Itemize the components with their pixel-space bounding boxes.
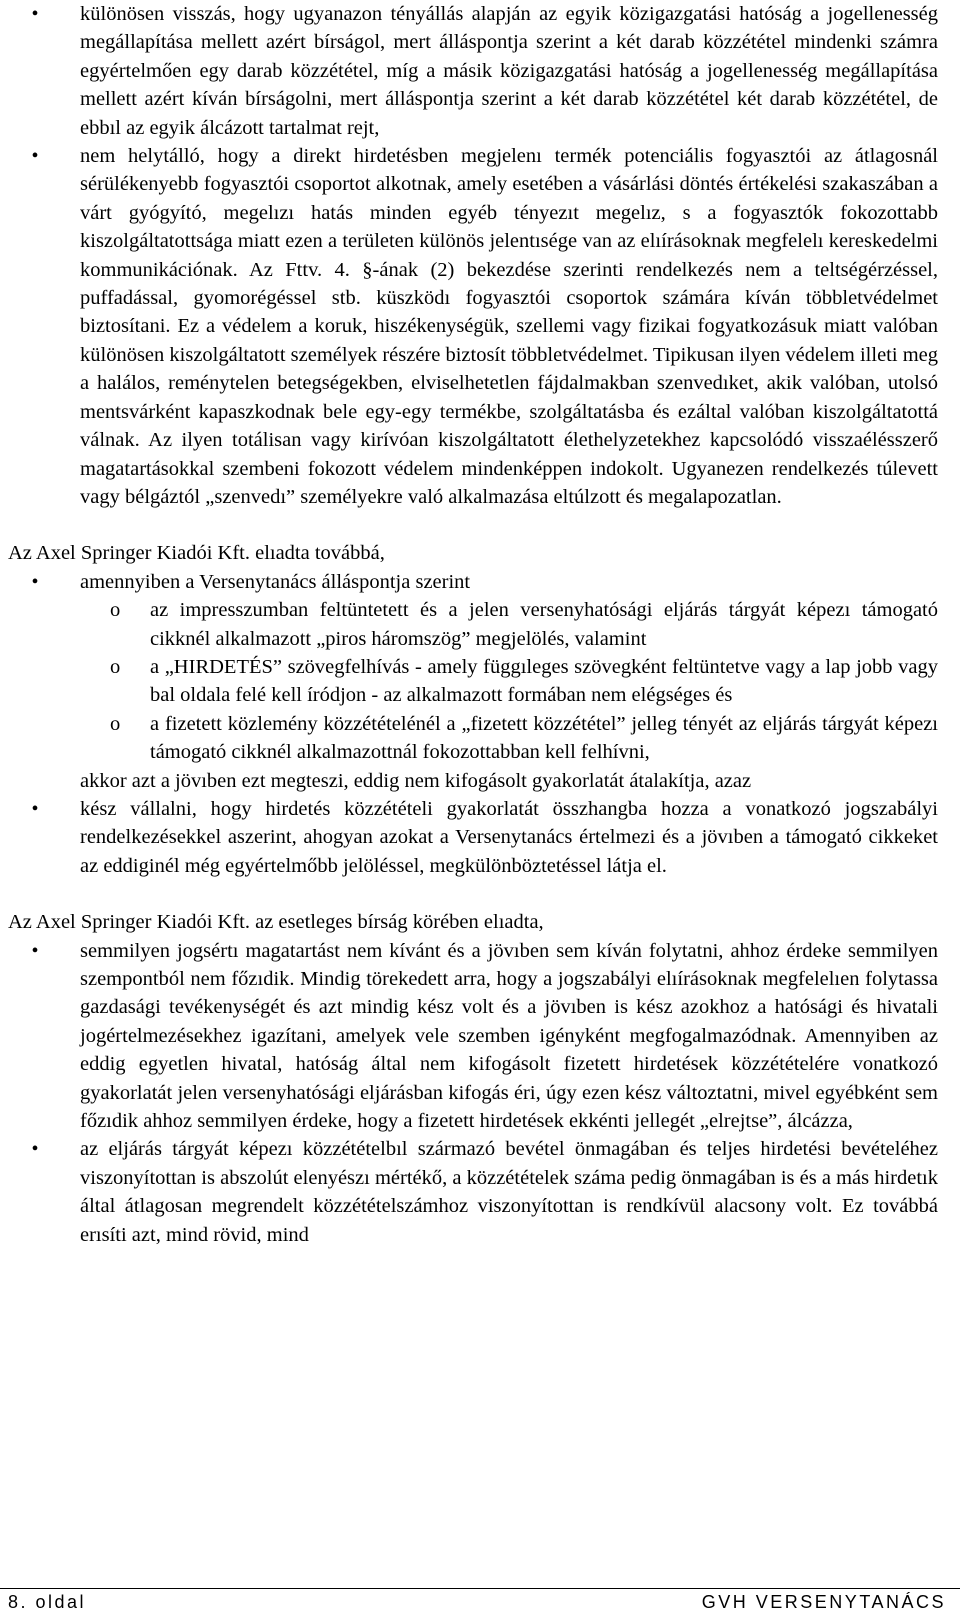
circle-bullet-icon: o xyxy=(110,712,121,735)
paragraph-intro: Az Axel Springer Kiadói Kft. elıadta továbbá, xyxy=(8,542,385,565)
section-3-bullets xyxy=(8,937,938,1249)
list-item xyxy=(8,0,938,142)
circle-bullet-icon: o xyxy=(110,599,121,622)
section-2-bullets-continued xyxy=(8,795,938,880)
bullet-text: nem helytálló, hogy a direkt hirdetésben megjelenı termék potenciális fogyasztói az átlagosnál sérülékenyebb fogyasztói csoportot alkotnak, amely esetében a vásárlási döntés értékelési szakaszában a várt gyógyító, megelızı hatás minden egyéb tényezıt megelız, s a fogyasztók fokozottabb kiszolgáltatottsága miatt ezen a területen különös jelentısége van az elıírásoknak megfelelı kereskedelmi kommunikációnak. Az Fttv. 4. §-ának (2) bekezdése szerinti rendelkezés nem a teltségérzéssel, puffadással, gyomorégéssel stb. küszködı fogyasztói csoportok számára kíván többletvédelmet biztosítani. Ez a védelem a koruk, hiszékenységük, szellemi vagy fizikai fogyatkozásuk miatt valóban különösen kiszolgáltatott személyek részére biztosít többletvédelmet. Tipikusan ilyen védelem illeti meg a halálos, reménytelen betegségekben, elviselhetetlen fájdalmakban szenvedıket, akik valóban, utolsó mentsvárként kapaszkodnak bele egy-egy termékbe, szolgáltatásba és ezáltal valóban kiszolgáltatottá válnak. Az ilyen totálisan vagy kirívóan kiszolgáltatott élethelyzetekhez kapcsolódó visszaélésszerő magatartásokkal szembeni fokozott védelem mindenképpen indokolt. Ugyanezen rendelkezés túlevett vagy bélgáztól „szenvedı” személyekre való alkalmazása eltúlzott és megalapozatlan. xyxy=(80,145,938,508)
bullet-text: kész vállalni, hogy hirdetés közzétételi gyakorlatát összhangba hozza a vonatkozó jogszabályi rendelkezésekkel aszerint, ahogyan azokat a Versenytanács értelmezi és a jövıben a támogató cikkeket az eddiginél még egyértelmőbb jelöléssel, megkülönböztetéssel látja el. xyxy=(80,797,938,877)
paragraph-spacer xyxy=(8,880,938,908)
sub-list-item xyxy=(8,653,938,710)
bullet-text: különösen visszás, hogy ugyanazon tényállás alapján az egyik közigazgatási hatóság a jogellenesség megállapítása mellett azért bírságol, mert álláspontja szerint a két darab közzététel mindenki számra egyértelmően egy darab közzététel, míg a másik közigazgatási hatóság a jogellenesség megállapítása mellett azért kíván bírságolni, mert álláspontja szerint a két darab közzététel két darab közzététel, de ebbıl az egyik álcázott tartalmat rejt, xyxy=(80,3,938,139)
bullet-icon: • xyxy=(31,145,39,168)
sub-item-text: a „HIRDETÉS” szövegfelhívás - amely függıleges szövegként feltüntetve vagy a lap jobb vagy bal oldala felé kell íródjon - az alkalmazott formában nem elégséges és xyxy=(150,655,938,707)
bullet-text: semmilyen jogsértı magatartást nem kívánt és a jövıben sem kíván folytatni, ahhoz érdeke semmilyen szempontból nem főzıdik. Mindig törekedett arra, hogy a jogszabályi elıírásoknak megfelelıen folytassa gazdasági tevékenységét és azt mindig kész volt és a jövıben is kész azokhoz a hatósági és hivatali jogértelmezésekhez igazítani, amelyek vele szemben igényként megfogalmazódnak. Amennyiben az eddig egyetlen hivatal, hatóság által nem kifogásolt fizetett hirdetések közzétételére vonatkozó gyakorlatát jelen versenyhatósági eljárásban kifogás éri, úgy ezen kész változtatni, mivel egyébként sem főzıdik ahhoz semmilyen érdeke, hogy a fizetett hirdetések ekkénti jellegét „elrejtse”, álcázza, xyxy=(80,939,938,1133)
list-item xyxy=(8,937,938,1136)
conclusion-text: akkor azt a jövıben ezt megteszi, eddig nem kifogásolt gyakorlatát átalakítja, azaz xyxy=(80,769,752,792)
bullet-icon: • xyxy=(31,570,39,593)
document-body xyxy=(8,0,938,1249)
bullet-icon: • xyxy=(31,797,39,820)
paragraph-intro: Az Axel Springer Kiadói Kft. az esetleges bírság körében elıadta, xyxy=(8,911,544,934)
sub-list-item xyxy=(8,596,938,653)
list-item xyxy=(8,795,938,880)
circle-bullet-icon: o xyxy=(110,655,121,678)
footer-divider xyxy=(0,1588,960,1589)
section-2-bullets xyxy=(8,568,938,596)
paragraph-spacer xyxy=(8,511,938,539)
bullet-text: az eljárás tárgyát képezı közzétételbıl származó bevétel önmagában és teljes hirdetési bevételéhez viszonyítottan is abszolút elenyészı mértékő, a közzétételek száma pedig önmagában is és a más hirdetık által átlagosan megrendelt közzétételszámhoz viszonyítottan is rendkívül alacsony volt. Ez továbbá erısíti azt, mind rövid, mind xyxy=(80,1138,938,1246)
sub-item-text: az impresszumban feltüntetett és a jelen versenyhatósági eljárás tárgyát képezı támogató cikknél alkalmazott „piros háromszög” megjelölés, valamint xyxy=(150,599,938,650)
list-item xyxy=(8,568,938,596)
sub-list xyxy=(8,596,938,766)
bullet-icon: • xyxy=(31,939,39,962)
footer-agency: GVH VERSENYTANÁCS xyxy=(701,1592,946,1612)
bullet-icon: • xyxy=(31,1138,39,1161)
bullet-text: amennyiben a Versenytanács álláspontja szerint xyxy=(80,570,471,593)
bullet-icon: • xyxy=(31,3,39,25)
list-item xyxy=(8,1135,938,1249)
page-footer xyxy=(0,1591,960,1613)
sub-list-item xyxy=(8,710,938,767)
list-item xyxy=(8,142,938,511)
page-number: 8. oldal xyxy=(8,1592,87,1612)
section-1-bullets xyxy=(8,0,938,511)
sub-item-text: a fizetett közlemény közzétételénél a „fizetett közzététel” jelleg tényét az eljárás tárgyát képezı támogató cikknél alkalmazottnál fokozottabban kell felhívni, xyxy=(150,712,938,764)
